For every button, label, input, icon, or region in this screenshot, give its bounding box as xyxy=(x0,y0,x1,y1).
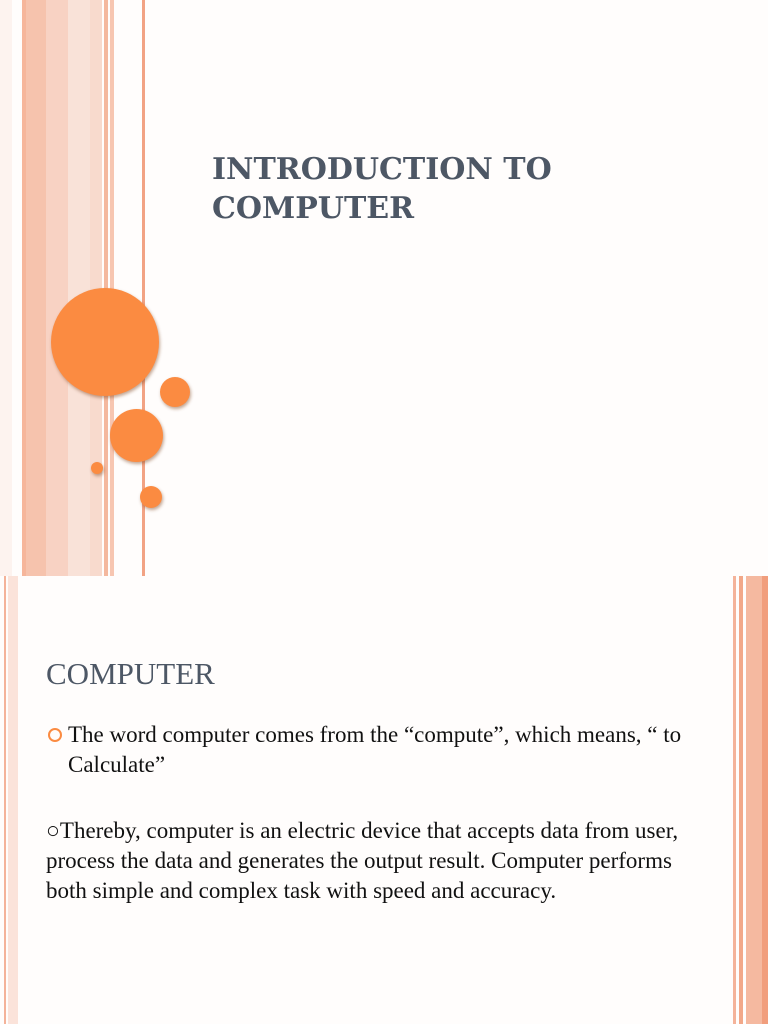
decor-stripe xyxy=(762,576,768,1024)
decor-circle-small xyxy=(160,377,190,407)
decor-stripe xyxy=(8,576,18,1024)
decor-stripe xyxy=(26,0,46,576)
slide-title: INTRODUCTION TO COMPUTER xyxy=(212,152,552,226)
decor-circle-medium xyxy=(110,409,163,462)
decor-stripe xyxy=(733,576,736,1024)
bullet-circle-icon xyxy=(48,728,62,742)
decor-stripe xyxy=(68,0,90,576)
slide-heading: COMPUTER xyxy=(46,656,215,691)
decor-circle-small xyxy=(140,486,162,508)
decor-circle-tiny xyxy=(91,462,103,474)
body-paragraph: ○Thereby, computer is an electric device that accepts data from user, process the data and generates the output result. Computer performs both simple and complex task with speed and accuracy. xyxy=(46,818,679,903)
decor-stripe xyxy=(4,576,6,1024)
bullet-text: The word computer comes from the “compute”, which means, “ to Calculate” xyxy=(68,722,682,777)
decor-stripe xyxy=(739,576,743,1024)
bullet-item xyxy=(48,720,698,780)
decor-stripe xyxy=(0,0,12,576)
decor-circle-large xyxy=(51,288,159,396)
decor-stripe xyxy=(46,0,68,576)
content-slide xyxy=(0,576,768,1024)
